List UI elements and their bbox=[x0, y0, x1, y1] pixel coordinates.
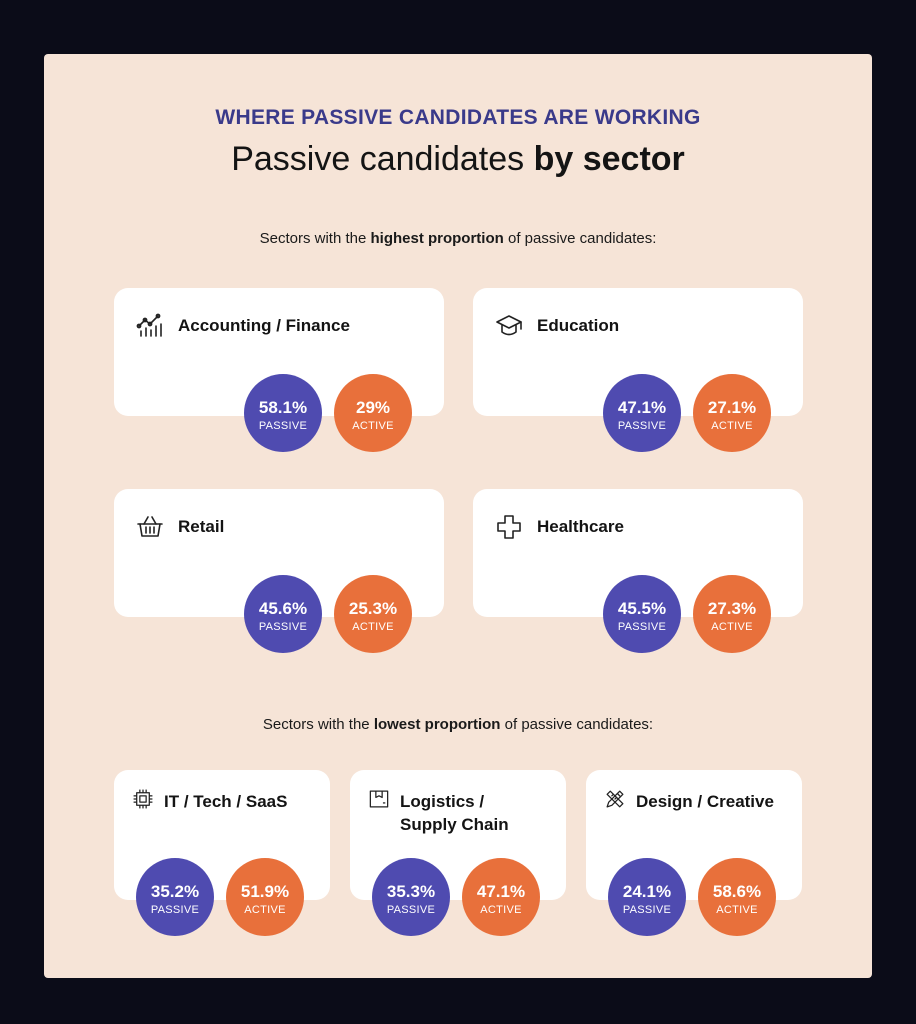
highest-prefix: Sectors with the bbox=[259, 230, 371, 247]
passive-label: PASSIVE bbox=[386, 904, 436, 916]
lowest-bold: lowest proportion bbox=[373, 716, 501, 733]
passive-value: 35.3% bbox=[386, 882, 436, 901]
active-value: 51.9% bbox=[240, 882, 290, 901]
active-bubble bbox=[334, 374, 412, 452]
sector-name: Accounting / Finance bbox=[178, 316, 350, 335]
passive-bubble bbox=[136, 858, 214, 936]
active-label: ACTIVE bbox=[352, 621, 394, 633]
card-header bbox=[495, 513, 624, 541]
passive-label: PASSIVE bbox=[617, 621, 667, 633]
active-bubble bbox=[462, 858, 540, 936]
lowest-prefix: Sectors with the bbox=[262, 716, 374, 733]
box-icon bbox=[368, 788, 390, 810]
passive-value: 58.1% bbox=[258, 398, 308, 417]
medical-cross-icon bbox=[495, 513, 523, 541]
card-header bbox=[136, 513, 224, 541]
active-value: 25.3% bbox=[348, 599, 398, 618]
active-value: 58.6% bbox=[712, 882, 762, 901]
active-value: 27.3% bbox=[707, 599, 757, 618]
highest-suffix: of passive candidates: bbox=[503, 230, 657, 247]
passive-value: 47.1% bbox=[617, 398, 667, 417]
active-value: 27.1% bbox=[707, 398, 757, 417]
active-bubble bbox=[334, 575, 412, 653]
active-bubble bbox=[698, 858, 776, 936]
active-label: ACTIVE bbox=[716, 904, 758, 916]
passive-bubble bbox=[372, 858, 450, 936]
passive-label: PASSIVE bbox=[258, 420, 308, 432]
pencil-ruler-icon bbox=[604, 788, 626, 810]
sector-name-line-2: Supply Chain bbox=[400, 815, 509, 834]
chip-icon bbox=[132, 788, 154, 810]
sector-name: IT / Tech / SaaS bbox=[164, 792, 288, 811]
page-title bbox=[44, 140, 872, 179]
passive-bubble bbox=[603, 374, 681, 452]
active-bubble bbox=[226, 858, 304, 936]
active-label: ACTIVE bbox=[480, 904, 522, 916]
active-label: ACTIVE bbox=[711, 621, 753, 633]
sector-name: Education bbox=[537, 316, 620, 335]
card-header bbox=[604, 788, 774, 813]
passive-bubble bbox=[608, 858, 686, 936]
sector-name: Design / Creative bbox=[636, 792, 774, 811]
infographic-panel bbox=[44, 54, 872, 978]
passive-bubble bbox=[244, 374, 322, 452]
passive-label: PASSIVE bbox=[622, 904, 672, 916]
basket-icon bbox=[136, 513, 164, 541]
title-bold: by sector bbox=[533, 140, 685, 178]
active-bubble bbox=[693, 374, 771, 452]
passive-bubble bbox=[603, 575, 681, 653]
card-header bbox=[495, 312, 619, 340]
active-bubble bbox=[693, 575, 771, 653]
passive-value: 24.1% bbox=[622, 882, 672, 901]
active-label: ACTIVE bbox=[711, 420, 753, 432]
sector-name: Healthcare bbox=[537, 517, 624, 536]
card-header bbox=[136, 312, 350, 340]
card-header bbox=[132, 788, 287, 813]
card-header bbox=[368, 788, 509, 836]
passive-label: PASSIVE bbox=[617, 420, 667, 432]
sector-name-line-1: Logistics / bbox=[400, 792, 485, 811]
passive-value: 35.2% bbox=[150, 882, 200, 901]
graduation-cap-icon bbox=[495, 312, 523, 340]
active-label: ACTIVE bbox=[352, 420, 394, 432]
title-regular: Passive candidates bbox=[231, 140, 534, 178]
lowest-suffix: of passive candidates: bbox=[500, 716, 654, 733]
lowest-subtitle bbox=[44, 716, 872, 733]
passive-value: 45.6% bbox=[258, 599, 308, 618]
active-value: 29% bbox=[355, 398, 391, 417]
passive-label: PASSIVE bbox=[258, 621, 308, 633]
passive-bubble bbox=[244, 575, 322, 653]
passive-label: PASSIVE bbox=[150, 904, 200, 916]
active-value: 47.1% bbox=[476, 882, 526, 901]
active-label: ACTIVE bbox=[244, 904, 286, 916]
sector-name: Retail bbox=[178, 517, 225, 536]
section-kicker: WHERE PASSIVE CANDIDATES ARE WORKING bbox=[215, 106, 701, 129]
sector-name bbox=[400, 790, 509, 836]
highest-bold: highest proportion bbox=[370, 230, 504, 247]
highest-subtitle bbox=[44, 230, 872, 247]
passive-value: 45.5% bbox=[617, 599, 667, 618]
chart-icon bbox=[136, 312, 164, 340]
